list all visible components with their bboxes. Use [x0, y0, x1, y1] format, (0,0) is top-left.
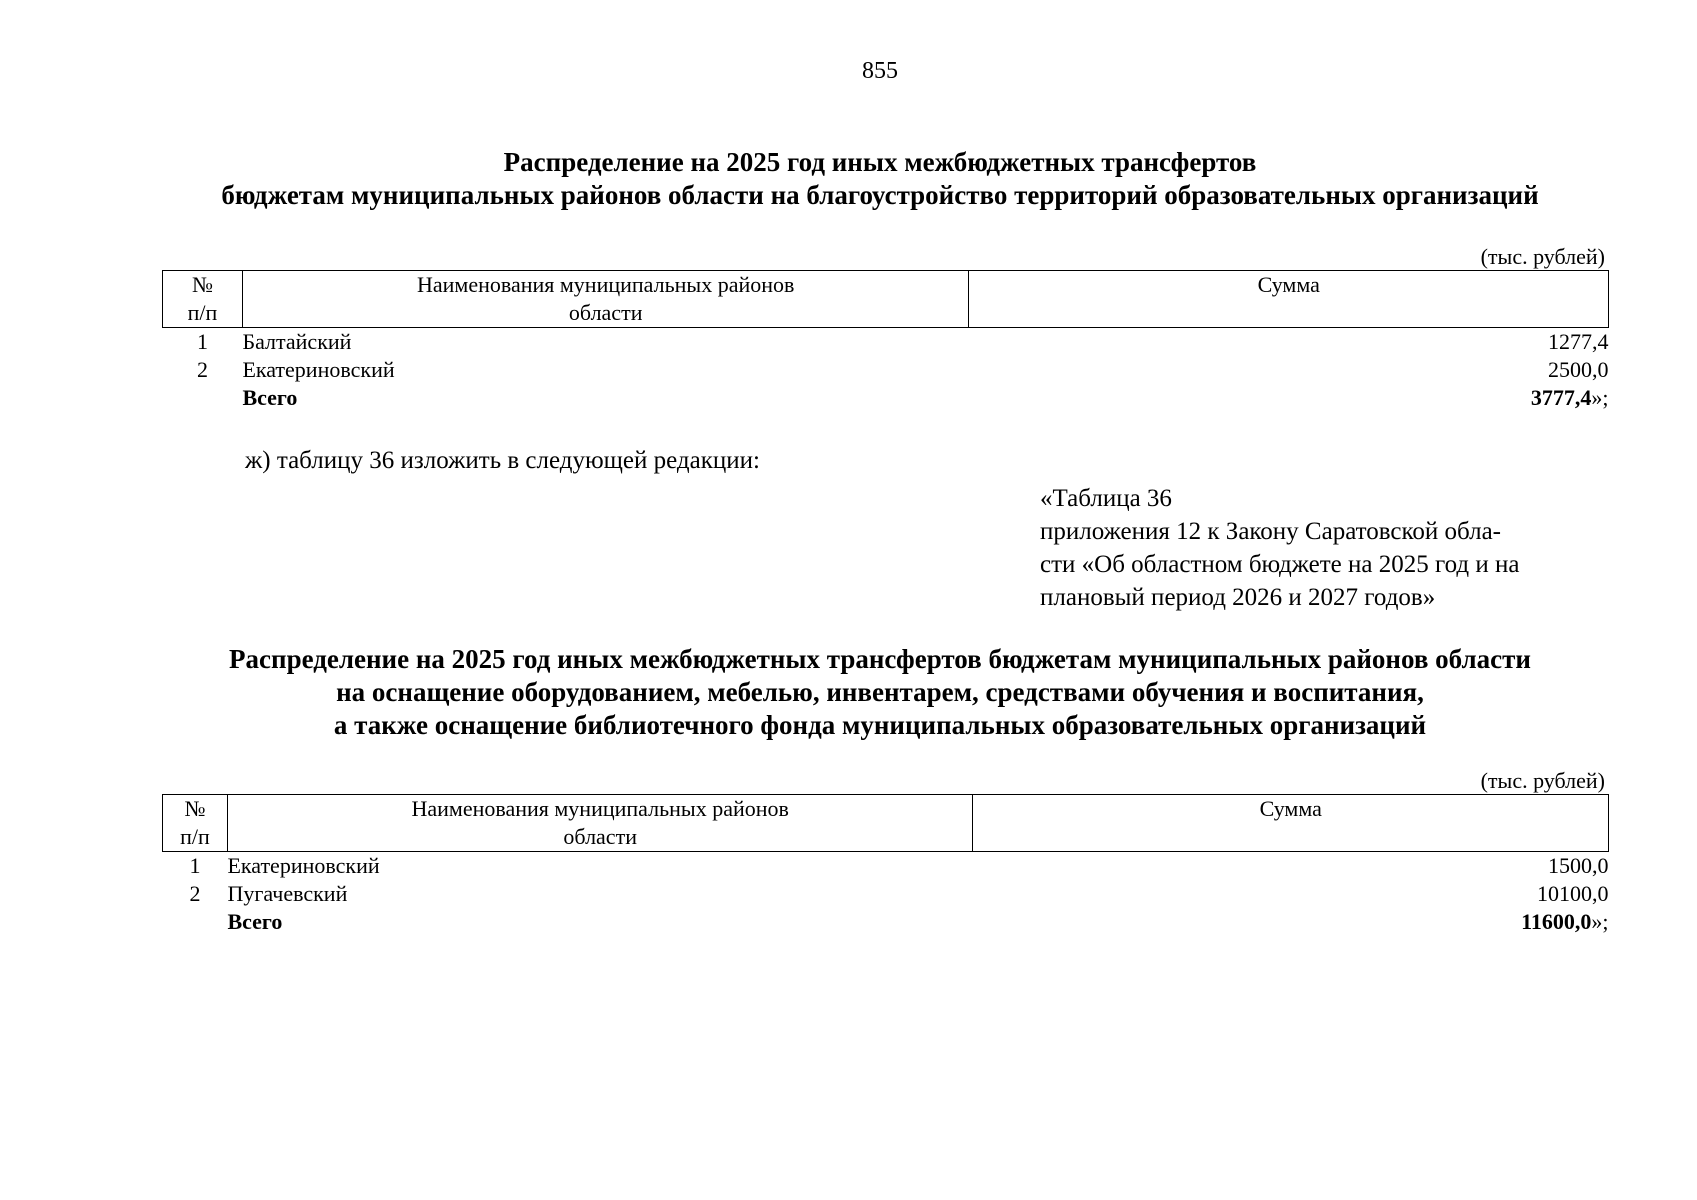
table36-header-num-line1: № [184, 796, 206, 821]
table-row [163, 356, 1609, 384]
total-num [163, 908, 228, 936]
table36 [162, 794, 1609, 936]
total-num [163, 384, 243, 412]
total-label: Всего [242, 385, 298, 410]
table36-title-line1: Распределение на 2025 год иных межбюджетных трансфертов бюджетам муниципальных районов области [229, 644, 1531, 674]
table35-title [160, 146, 1600, 212]
appendix-line3: сти «Об областном бюджете на 2025 год и на [1040, 551, 1520, 578]
total-suffix: »; [1591, 385, 1609, 410]
table35-header-name-line2: области [568, 300, 643, 325]
total-sum: 3777,4 [1530, 385, 1592, 410]
table36-header-num-line2: п/п [180, 824, 210, 849]
table36-units: (тыс. рублей) [1480, 768, 1605, 793]
total-sum: 11600,0 [1521, 909, 1592, 934]
row-name: Екатериновский [227, 853, 380, 878]
table36-header-name [227, 795, 972, 852]
row-name: Балтайский [242, 329, 352, 354]
appendix-line4: плановый период 2026 и 2027 годов» [1040, 584, 1436, 611]
table36-title-line2: на оснащение оборудованием, мебелью, инвентарем, средствами обучения и воспитания, [336, 677, 1424, 707]
table-row [163, 328, 1609, 357]
total-label: Всего [227, 909, 283, 934]
appendix-line1: «Таблица 36 [1040, 485, 1172, 512]
row-sum: 1277,4 [1548, 329, 1609, 354]
row-num: 1 [189, 853, 201, 878]
table35-title-line1: Распределение на 2025 год иных межбюджетных трансфертов [503, 147, 1257, 177]
row-num: 2 [189, 881, 201, 906]
row-name: Пугачевский [227, 881, 348, 906]
row-sum: 1500,0 [1548, 853, 1609, 878]
table35-header-num [163, 271, 243, 328]
table-row [163, 852, 1609, 881]
row-sum: 10100,0 [1537, 881, 1609, 906]
table36-header-name-line1: Наименования муниципальных районов [411, 796, 789, 821]
table36-header-name-line2: области [563, 824, 637, 849]
table35-header-name [242, 271, 969, 328]
table36-title [160, 643, 1600, 742]
page-number: 855 [862, 58, 898, 84]
row-num: 1 [196, 329, 208, 354]
amendment-instruction: ж) таблицу 36 изложить в следующей редакции: [245, 447, 760, 474]
table35 [162, 270, 1609, 412]
total-sum-cell [969, 384, 1609, 412]
total-suffix: »; [1591, 909, 1609, 934]
table36-header-row [163, 795, 1609, 852]
table35-total-row [163, 384, 1609, 412]
table35-header-num-line2: п/п [187, 300, 218, 325]
table36-total-row [163, 908, 1609, 936]
table35-title-line2: бюджетам муниципальных районов области на благоустройство территорий образовательных организаций [221, 180, 1539, 210]
row-num: 2 [196, 357, 208, 382]
total-sum-cell [973, 908, 1609, 936]
row-name: Екатериновский [242, 357, 395, 382]
appendix-line2: приложения 12 к Закону Саратовской обла- [1040, 518, 1501, 545]
table36-title-line3: а также оснащение библиотечного фонда муниципальных образовательных организаций [333, 710, 1427, 740]
row-sum: 2500,0 [1548, 357, 1609, 382]
table36-header-sum: Сумма [973, 795, 1609, 852]
table35-header-row [163, 271, 1609, 328]
table35-header-name-line1: Наименования муниципальных районов [416, 272, 795, 297]
table-row [163, 880, 1609, 908]
appendix-reference [1040, 482, 1600, 614]
table36-header-num [163, 795, 228, 852]
table35-header-sum: Сумма [969, 271, 1609, 328]
table35-header-num-line1: № [191, 272, 213, 297]
table35-units: (тыс. рублей) [1480, 244, 1605, 269]
